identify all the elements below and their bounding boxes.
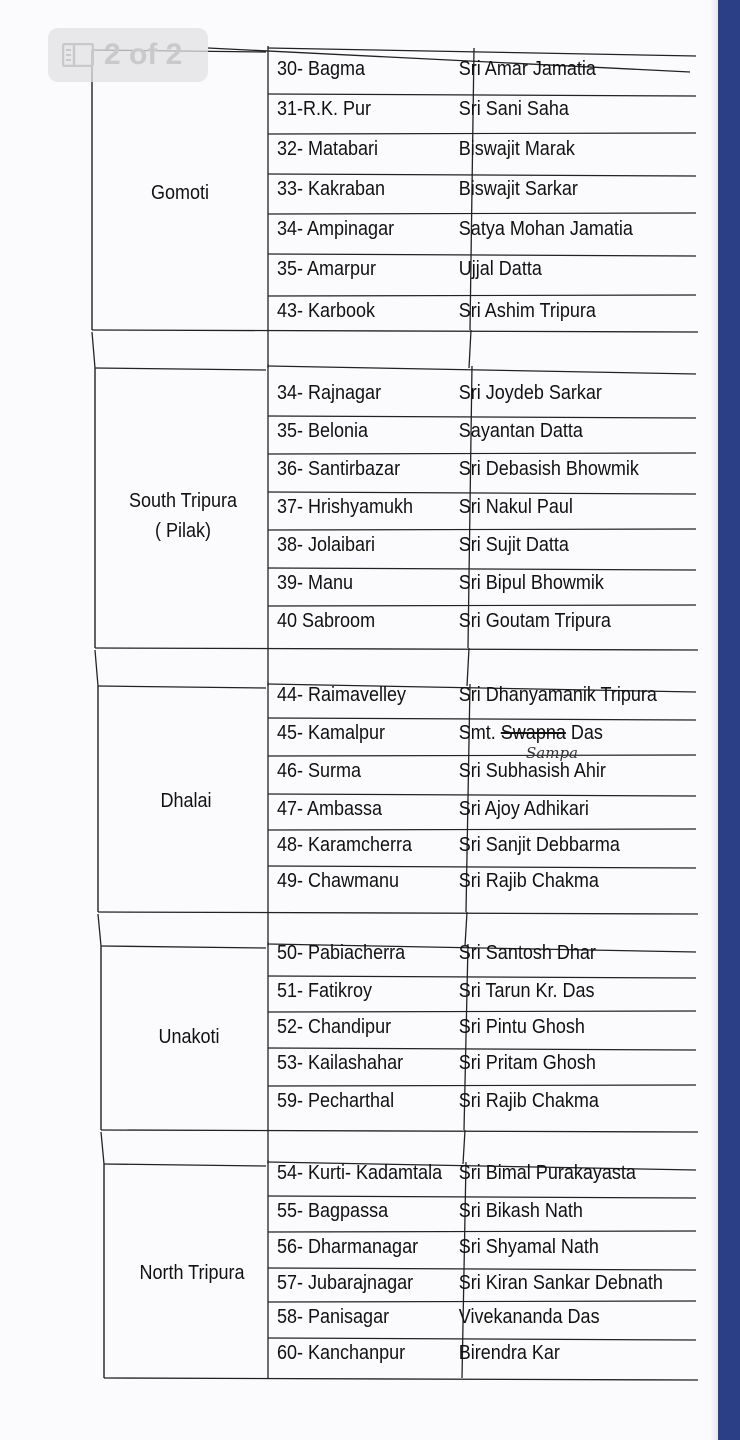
member-cell: Sri Pritam Ghosh	[458, 1052, 596, 1074]
member-cell: Sri Pintu Ghosh	[458, 1016, 585, 1038]
constituency-cell: 31-R.K. Pur	[277, 98, 372, 120]
member-cell: Sri Joydeb Sarkar	[458, 382, 602, 404]
constituency-cell: 36- Santirbazar	[277, 458, 401, 480]
district-name-line: South Tripura	[128, 490, 238, 512]
constituency-cell: 50- Pabiacherra	[277, 942, 406, 964]
member-cell: Birendra Kar	[458, 1342, 560, 1364]
district-name-line: ( Pilak)	[154, 520, 211, 542]
member-cell: Biswajit Sarkar	[458, 178, 578, 200]
member-cell: Satya Mohan Jamatia	[458, 218, 633, 240]
member-cell: Sri Amar Jamatia	[458, 58, 596, 80]
member-cell: Sri Nakul Paul	[458, 496, 573, 518]
member-cell: Sri Goutam Tripura	[458, 610, 611, 632]
member-prefix: Smt.	[458, 722, 501, 744]
district-name: Unakoti	[158, 1026, 220, 1048]
constituency-cell: 40 Sabroom	[277, 610, 376, 632]
constituency-cell: 32- Matabari	[277, 138, 379, 160]
member-cell: Biswajit Marak	[458, 138, 575, 160]
member-cell: Sri Ashim Tripura	[458, 300, 596, 322]
constituency-cell: 59- Pecharthal	[277, 1090, 395, 1112]
member-cell: Ujjal Datta	[458, 258, 542, 280]
member-cell: Sri Bimal Purakayasta	[458, 1162, 636, 1184]
constituency-cell: 43- Karbook	[277, 300, 376, 322]
constituency-cell: 46- Surma	[277, 760, 362, 782]
member-cell: Sri Sujit Datta	[458, 534, 569, 556]
member-cell: Sri Rajib Chakma	[458, 870, 599, 892]
constituency-cell: 35- Amarpur	[277, 258, 377, 280]
page-indicator-badge[interactable]	[48, 28, 208, 82]
struck-name: Swapna	[500, 722, 566, 744]
district-name	[107, 486, 260, 546]
constituency-cell: 48- Karamcherra	[277, 834, 413, 856]
constituency-cell: 33- Kakraban	[277, 178, 386, 200]
constituency-cell: 58- Panisagar	[277, 1306, 390, 1328]
member-suffix: Das	[565, 722, 603, 744]
constituency-cell: 54- Kurti- Kadamtala	[277, 1162, 443, 1184]
district-name: North Tripura	[139, 1262, 245, 1284]
constituency-cell: 47- Ambassa	[277, 798, 383, 820]
member-cell: Sri Ajoy Adhikari	[458, 798, 589, 820]
member-cell: Sri Sanjit Debbarma	[458, 834, 620, 856]
constituency-cell: 34- Rajnagar	[277, 382, 382, 404]
constituency-cell: 53- Kailashahar	[277, 1052, 404, 1074]
member-cell: Sri Rajib Chakma	[458, 1090, 599, 1112]
member-cell: Sri Sani Saha	[458, 98, 569, 120]
member-cell: Sayantan Datta	[458, 420, 583, 442]
constituency-cell: 37- Hrishyamukh	[277, 496, 414, 518]
constituency-cell: 56- Dharmanagar	[277, 1236, 419, 1258]
book-icon	[62, 43, 94, 67]
constituency-cell: 34- Ampinagar	[277, 218, 395, 240]
constituency-cell: 45- Kamalpur	[277, 722, 386, 744]
constituency-cell: 39- Manu	[277, 572, 354, 594]
constituency-cell: 55- Bagpassa	[277, 1200, 389, 1222]
constituency-cell: 60- Kanchanpur	[277, 1342, 406, 1364]
district-name: Dhalai	[160, 790, 212, 812]
member-cell: Sri Dhanyamanik Tripura	[458, 684, 657, 706]
member-cell: Vivekananda Das	[458, 1306, 600, 1328]
constituency-cell: 35- Belonia	[277, 420, 369, 442]
member-cell: Sri Tarun Kr. Das	[458, 980, 595, 1002]
constituency-cell: 57- Jubarajnagar	[277, 1272, 414, 1294]
member-cell: Sri Bikash Nath	[458, 1200, 583, 1222]
page-indicator: 2 of 2	[104, 38, 183, 71]
member-cell: Sri Debasish Bhowmik	[458, 458, 639, 480]
district-name: Gomoti	[150, 182, 210, 204]
constituency-cell: 52- Chandipur	[277, 1016, 392, 1038]
member-cell: Sri Shyamal Nath	[458, 1236, 599, 1258]
constituency-cell: 49- Chawmanu	[277, 870, 400, 892]
constituency-cell: 51- Fatikroy	[277, 980, 373, 1002]
member-cell: Sri Subhasish Ahir	[458, 760, 606, 782]
constituency-cell: 44- Raimavelley	[277, 684, 407, 706]
member-cell: Sri Santosh Dhar	[458, 942, 596, 964]
member-cell: Sri Bipul Bhowmik	[458, 572, 604, 594]
handwritten-correction: Sampa	[526, 744, 578, 762]
constituency-cell: 30- Bagma	[277, 58, 366, 80]
constituency-cell: 38- Jolaibari	[277, 534, 376, 556]
member-cell	[459, 722, 603, 745]
member-cell: Sri Kiran Sankar Debnath	[458, 1272, 663, 1294]
